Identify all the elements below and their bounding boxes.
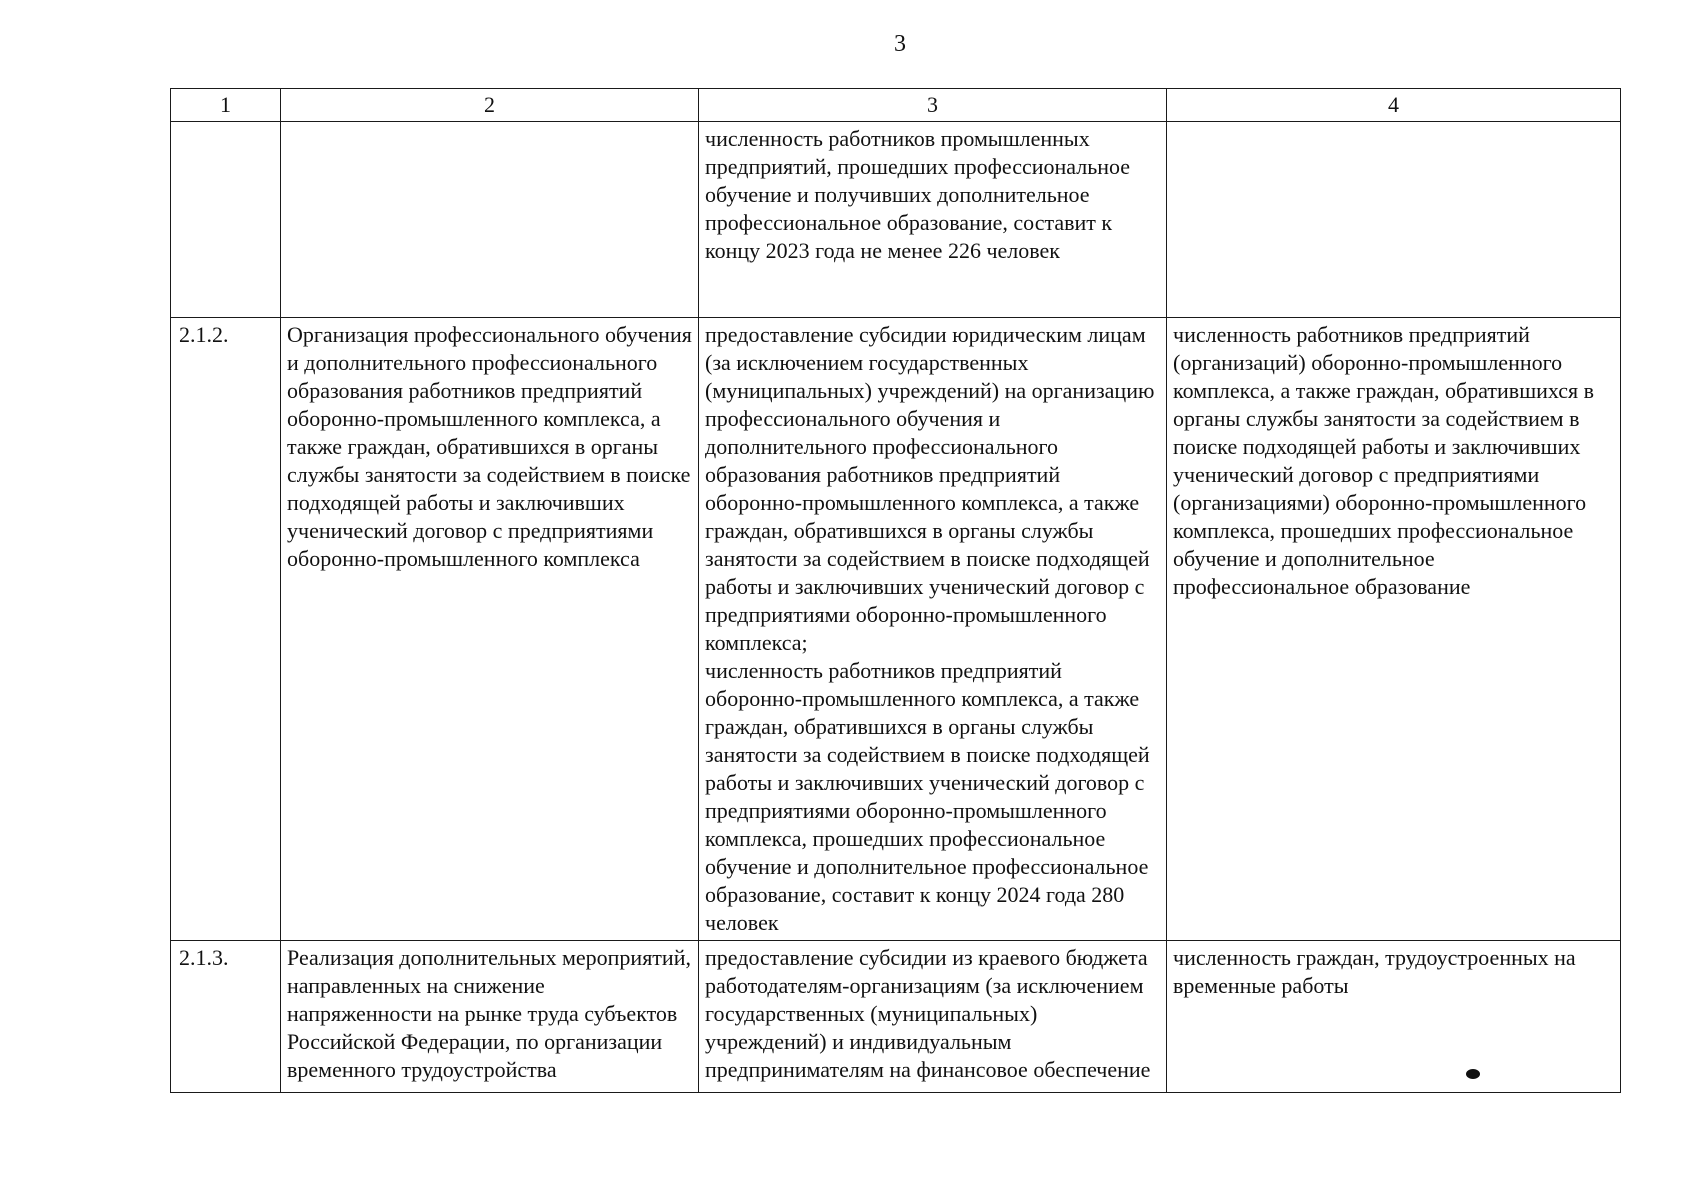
conditions-paragraph: численность работников промышленных предприятий, прошедших профессиональное обучение и получивших дополнительное профессиональное образование, составит к концу 2023 года не менее 226 человек	[705, 126, 1131, 263]
table-row	[171, 318, 1621, 941]
measure-cell	[281, 122, 699, 318]
row-number-cell: 2.1.3.	[171, 941, 281, 1093]
row-number-cell	[171, 122, 281, 318]
conditions-cell	[699, 122, 1167, 318]
column-header-1: 1	[171, 89, 281, 122]
indicator-cell	[1167, 122, 1621, 318]
column-header-2: 2	[281, 89, 699, 122]
column-header-4: 4	[1167, 89, 1621, 122]
conditions-paragraph: предоставление субсидии юридическим лицам (за исключением государственных (муниципальных) учреждений) на организацию профессионального обучения и дополнительного профессионального образования работников предприятий оборонно-промышленного комплекса, а также граждан, обратившихся в органы службы занятости за содействием в поиске подходящей работы и заключивших ученический договор с предприятиями оборонно-промышленного комплекса;	[705, 322, 1155, 655]
conditions-paragraph: численность работников предприятий оборонно-промышленного комплекса, а также граждан, обратившихся в органы службы занятости за содействием в поиске подходящей работы и заключивших ученический договор с предприятиями оборонно-промышленного комплекса, прошедших профессиональное обучение и дополнительное профессиональное образование, составит к концу 2024 года 280 человек	[705, 658, 1150, 935]
measure-cell: Реализация дополнительных мероприятий, направленных на снижение напряженности на рынке труда субъектов Российской Федерации, по организации временного трудоустройства	[281, 941, 699, 1093]
measures-table	[170, 88, 1621, 1093]
conditions-paragraph: предоставление субсидии из краевого бюджета работодателям-организациям (за исключением государственных (муниципальных) учреждений) и индивидуальным предпринимателям на финансовое обеспечение	[705, 945, 1151, 1082]
indicator-cell: численность работников предприятий (организаций) оборонно-промышленного комплекса, а также граждан, обратившихся в органы службы занятости за содействием в поиске подходящей работы и заключивших ученический договор с предприятиями (организациями) оборонно-промышленного комплекса, прошедших профессиональное обучение и дополнительное профессиональное образование	[1167, 318, 1621, 941]
column-header-3: 3	[699, 89, 1167, 122]
indicator-cell: численность граждан, трудоустроенных на временные работы	[1167, 941, 1621, 1093]
table-row	[171, 941, 1621, 1093]
table-body	[171, 122, 1621, 1093]
measure-cell: Организация профессионального обучения и дополнительного профессионального образования работников предприятий оборонно-промышленного комплекса, а также граждан, обратившихся в органы службы занятости за содействием в поиске подходящей работы и заключивших ученический договор с предприятиями оборонно-промышленного комплекса	[281, 318, 699, 941]
table-header	[171, 89, 1621, 122]
conditions-cell	[699, 941, 1167, 1093]
ink-dot-mark	[1466, 1069, 1480, 1079]
page-number: 3	[894, 31, 906, 57]
table-header-row	[171, 89, 1621, 122]
conditions-cell	[699, 318, 1167, 941]
table-row	[171, 122, 1621, 318]
row-number-cell: 2.1.2.	[171, 318, 281, 941]
